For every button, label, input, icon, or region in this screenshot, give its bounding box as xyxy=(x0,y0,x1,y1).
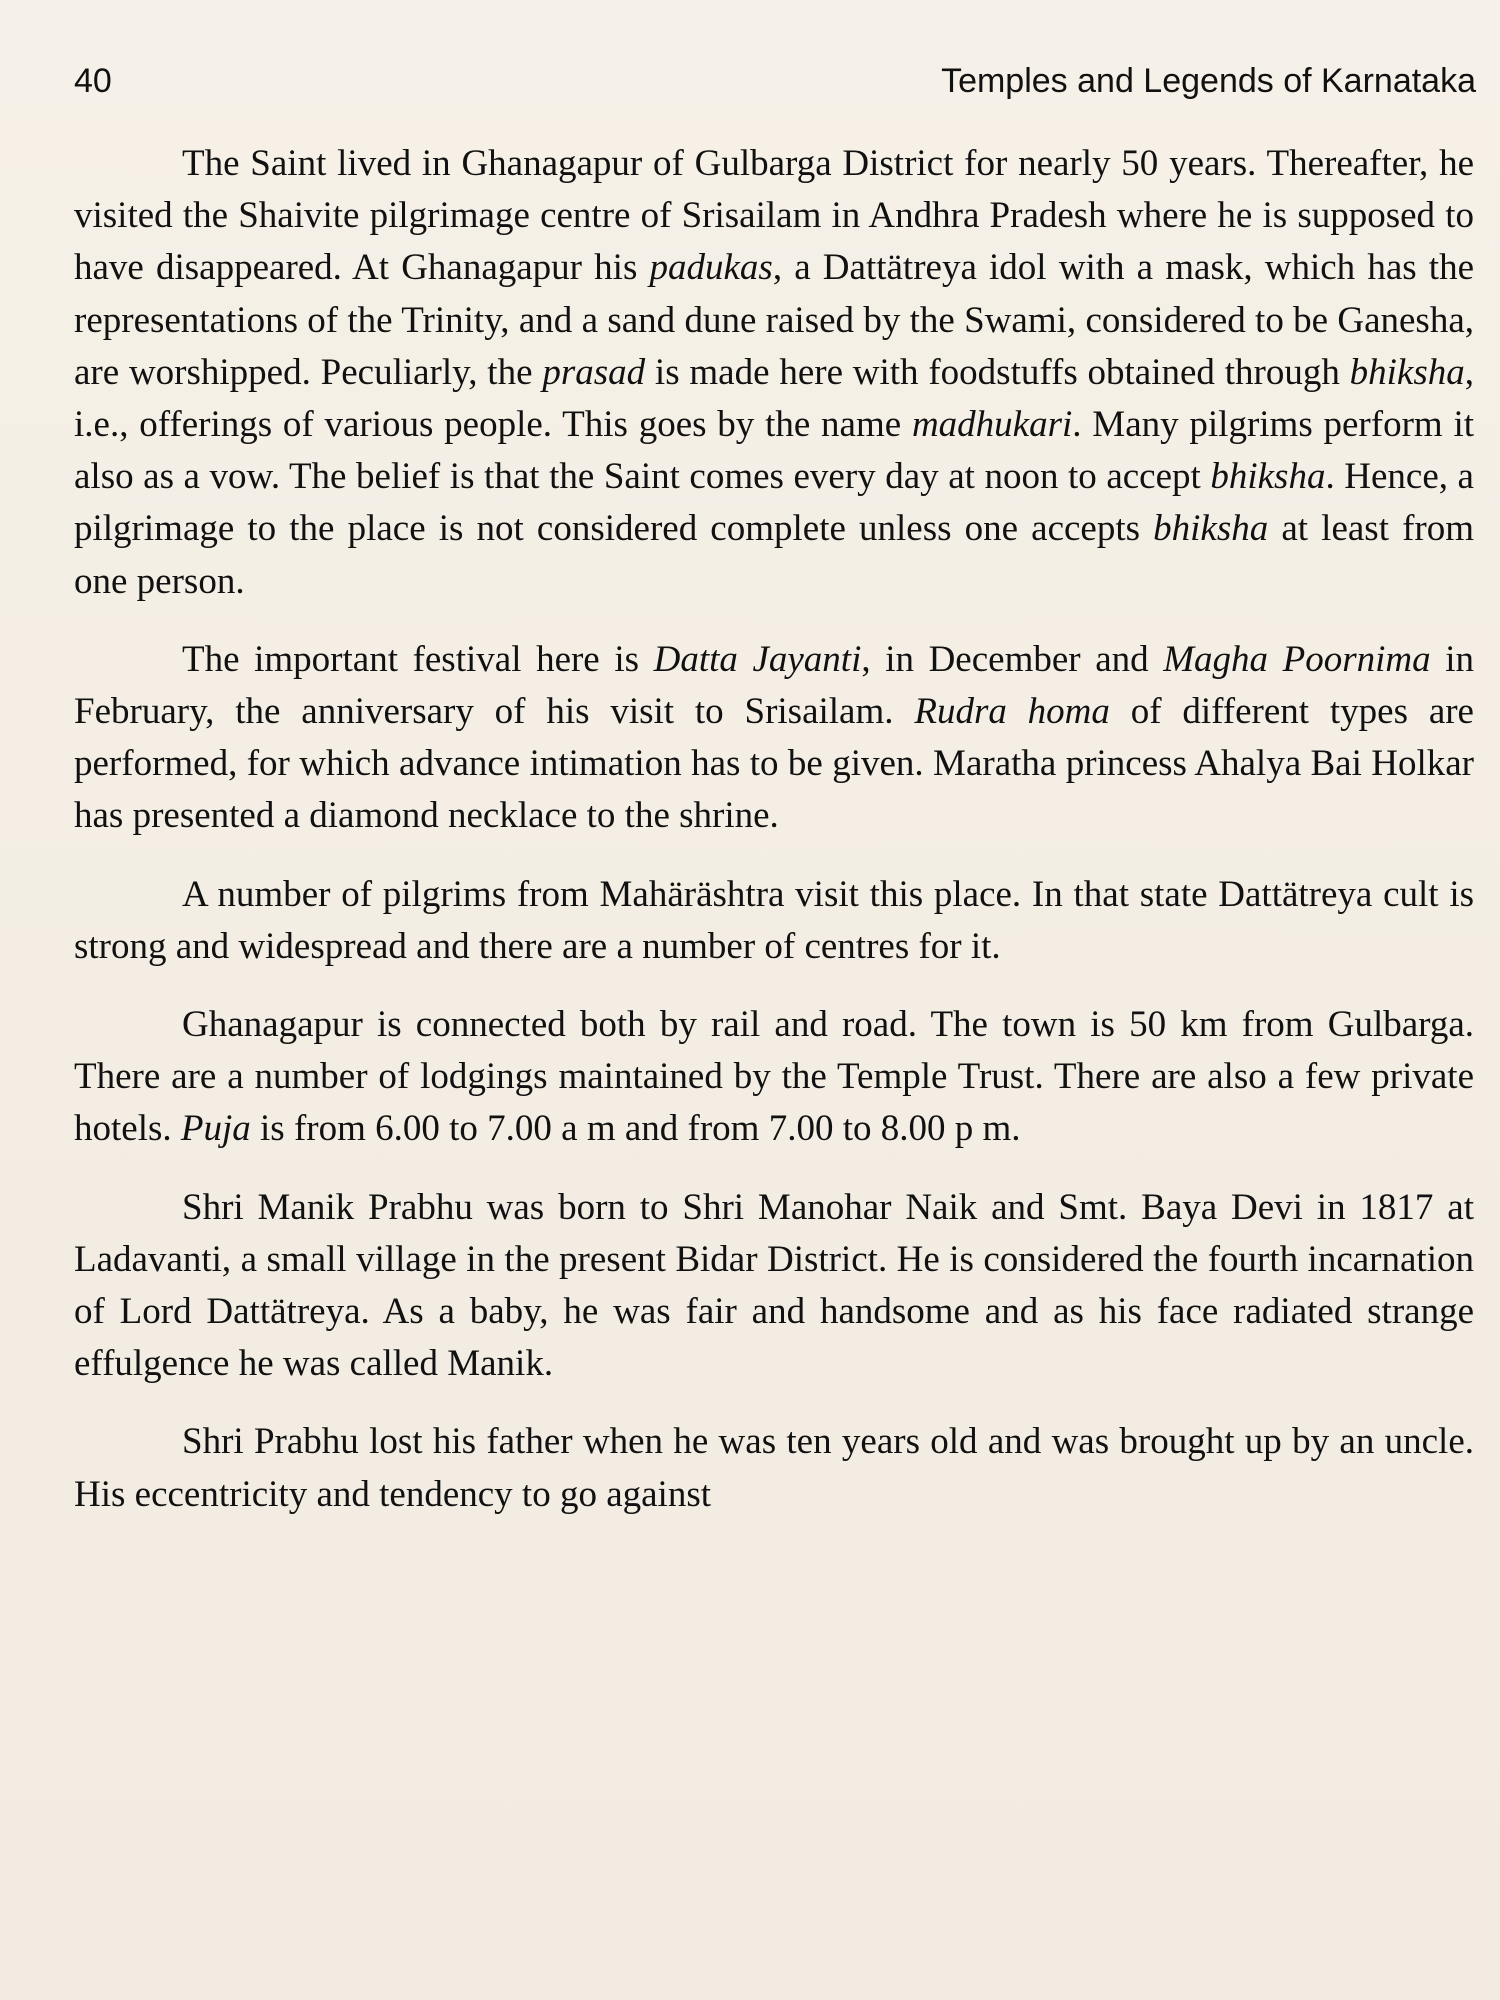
text-run: Shri Prabhu lost his father when he was ten years old and was brought up by an uncle. His eccentricity and tendency to go against xyxy=(74,1421,1474,1515)
text-run: is from 6.00 to 7.00 a m and from 7.00 to 8.00 p m. xyxy=(250,1108,1021,1150)
body-text xyxy=(74,138,1474,1521)
text-run: , a Dattätreya idol with a mask, which has the representations of the Trinity, and a sand dune raised by the Swami, considered to be Ganesha, are worshipped. Peculiarly, the xyxy=(74,247,1474,393)
running-title: Temples and Legends of Karnataka xyxy=(941,62,1476,100)
italic-term: Datta Jayanti xyxy=(653,638,862,680)
paragraph xyxy=(74,999,1474,1156)
text-run: at least from one person. xyxy=(74,508,1475,602)
paragraph xyxy=(74,1182,1474,1391)
italic-term: bhiksha xyxy=(1210,456,1326,498)
paragraph xyxy=(74,1416,1474,1520)
text-run: . Many pilgrims perform it also as a vow. The belief is that the Saint comes every day at noon to accept xyxy=(74,404,1475,498)
italic-term: Rudra homa xyxy=(914,691,1110,733)
italic-term: padukas xyxy=(649,247,773,289)
paragraph xyxy=(74,869,1474,973)
text-run: Ghanagapur is connected both by rail and road. The town is 50 km from Gulbarga. There are a number of lodgings maintained by the Temple Trust. There are also a few private hotels. xyxy=(74,1004,1474,1150)
italic-term: bhiksha xyxy=(1153,508,1269,550)
text-run: of different types are performed, for which advance intimation has to be given. Maratha princess Ahalya Bai Holkar has presented a diamond necklace to the shrine. xyxy=(74,691,1474,837)
text-run: A number of pilgrims from Mahäräshtra visit this place. In that state Dattätreya cult is strong and widespread and there are a number of centres for it. xyxy=(74,873,1474,967)
italic-term: Puja xyxy=(180,1108,251,1150)
page-header xyxy=(74,62,1476,112)
page-number: 40 xyxy=(74,62,112,100)
text-run: in February, the anniversary of his visit to Srisailam. xyxy=(74,638,1474,733)
text-run: . Hence, a pilgrimage to the place is not considered complete unless one accepts xyxy=(74,456,1474,550)
text-run: , in December and xyxy=(861,638,1164,680)
text-run: , i.e., offerings of various people. This goes by the name xyxy=(74,351,1474,446)
italic-term: prasad xyxy=(542,351,646,393)
italic-term: madhukari xyxy=(911,404,1073,446)
italic-term: Magha Poornima xyxy=(1163,638,1431,680)
text-run: The Saint lived in Ghanagapur of Gulbarga District for nearly 50 years. Thereafter, he visited the Shaivite pilgrimage centre of Srisailam in Andhra Pradesh where he is supposed to have disappeared. At Ghanagapur his xyxy=(74,143,1474,289)
italic-term: bhiksha xyxy=(1349,351,1465,393)
paragraph xyxy=(74,634,1474,843)
text-run: is made here with foodstuffs obtained through xyxy=(645,351,1350,393)
text-run: Shri Manik Prabhu was born to Shri Manohar Naik and Smt. Baya Devi in 1817 at Ladavanti, a small village in the present Bidar District. He is considered the fourth incarnation of Lord Dattätreya. As a baby, he was fair and handsome and as his face radiated strange effulgence he was called Manik. xyxy=(74,1186,1474,1385)
text-run: The important festival here is xyxy=(182,638,654,680)
paragraph xyxy=(74,138,1474,608)
